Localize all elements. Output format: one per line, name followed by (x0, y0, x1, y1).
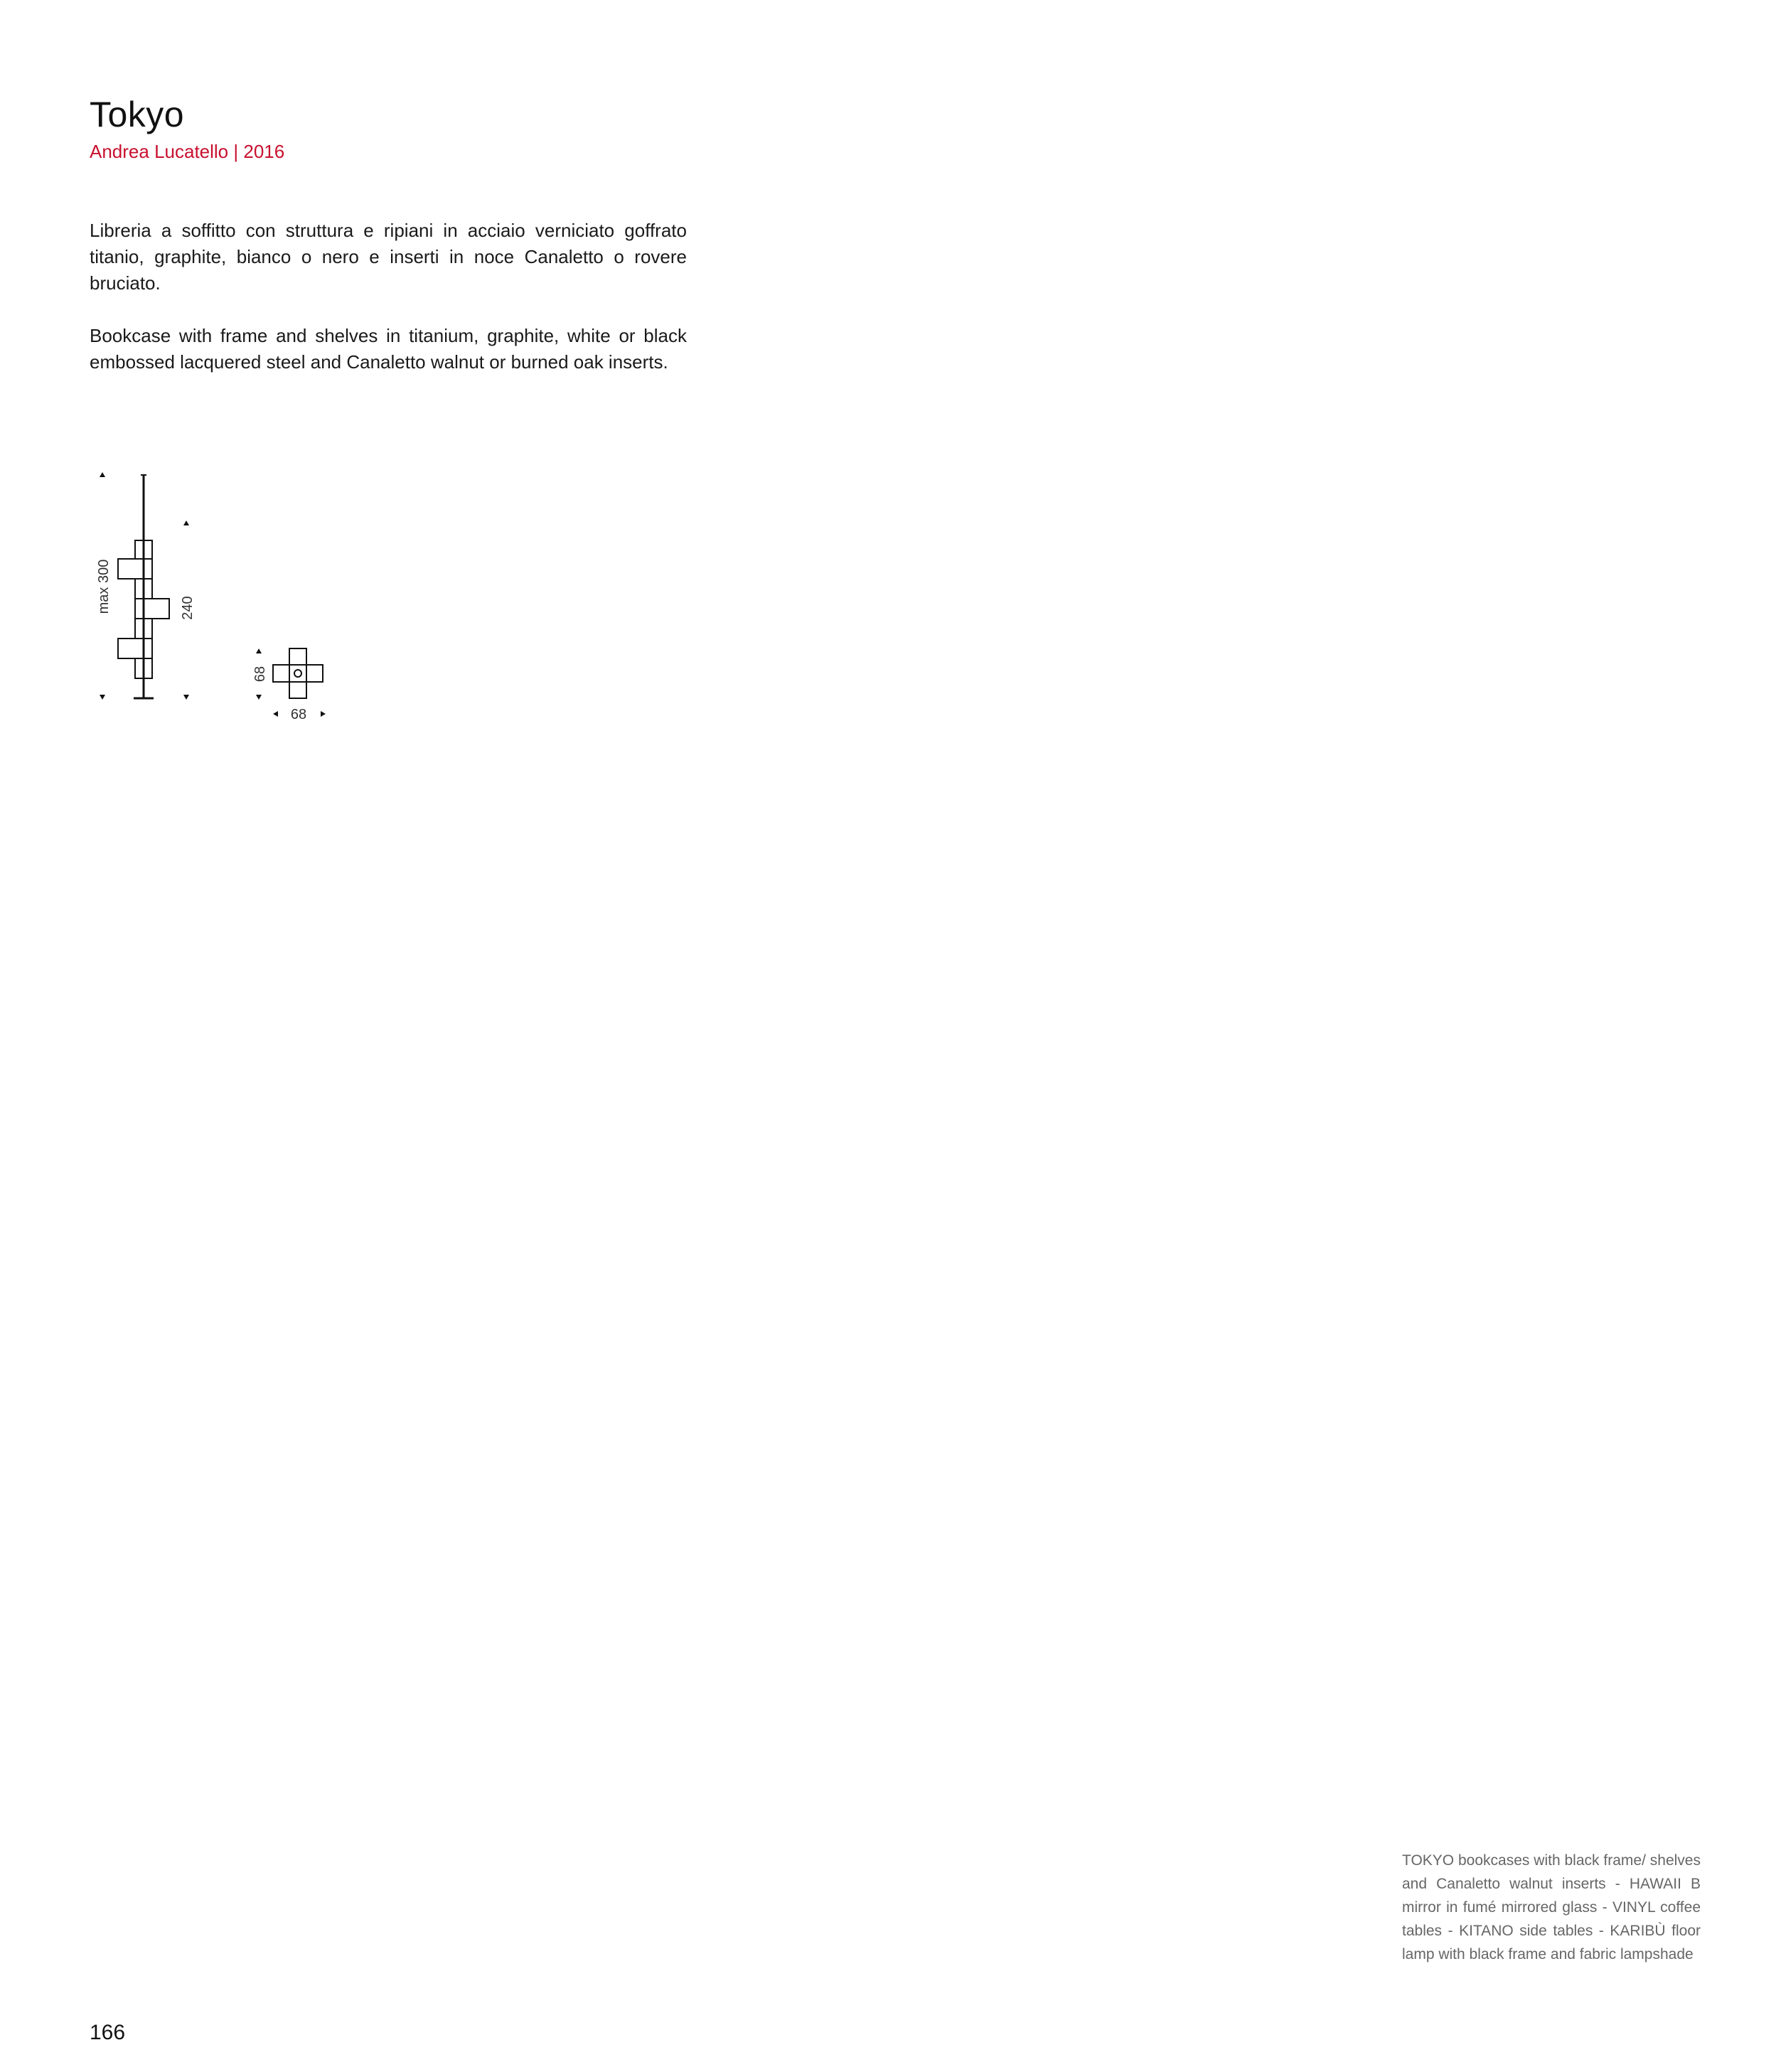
depth-label: 68 (252, 666, 268, 683)
page-number: 166 (90, 2021, 126, 2044)
plan-drawing (273, 648, 323, 698)
product-title: Tokyo (90, 95, 185, 134)
photo-caption: TOKYO bookcases with black frame/ shelves and Canaletto walnut inserts - HAWAII B mirror in fumé mirrored glass - VINYL coffee tables - KITANO side tables - KARIBÙ floor lamp with black frame and fabric lampshade (1402, 1852, 1701, 1962)
dimension-arrows (100, 472, 326, 717)
design-year: 2016 (243, 141, 285, 162)
elevation-drawing (118, 475, 169, 698)
height-max-label: max 300 (96, 559, 112, 614)
designer-name: Andrea Lucatello (90, 141, 229, 162)
technical-drawing (0, 0, 427, 782)
description-english: Bookcase with frame and shelves in titanium, graphite, white or black embossed lacquered steel and Canaletto walnut or burned oak inserts. (90, 325, 687, 373)
height-label: 240 (180, 596, 196, 620)
width-label: 68 (290, 707, 307, 722)
credit-separator: | (233, 141, 239, 162)
description-italian: Libreria a soffitto con struttura e ripiani in acciaio verniciato goffrato titanio, graphite, bianco o nero e inserti in noce Canaletto o rovere bruciato. (90, 220, 687, 294)
